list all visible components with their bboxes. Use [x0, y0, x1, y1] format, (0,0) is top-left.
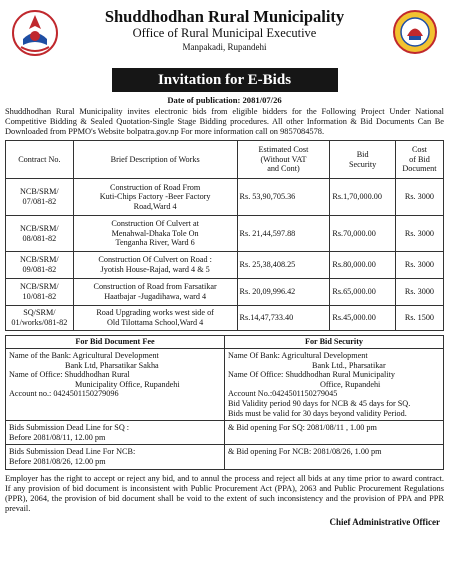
- org-name: Shuddhodhan Rural Municipality: [104, 7, 345, 26]
- table-row: [6, 279, 444, 306]
- description-line: Old Tilottama School,Ward 4: [107, 318, 204, 327]
- municipality-logo-icon: [392, 9, 438, 55]
- table-row: [6, 216, 444, 252]
- bank-name-line: Bank Ltd, Pharsatikar Sakha: [65, 360, 159, 370]
- invitation-banner: Invitation for E-Bids: [112, 68, 338, 92]
- cost-cell: Rs. 53,90,705.36: [237, 179, 330, 216]
- sq-opening-cell: & Bid opening For SQ: 2081/08/11 , 1.00 pm: [225, 421, 444, 445]
- contract-cell: [6, 279, 74, 306]
- deadline-line: Bids Submission Dead Line For NCB:: [9, 447, 136, 457]
- description-cell: [73, 279, 237, 306]
- sq-deadline-cell: [6, 421, 225, 445]
- contract-line: SQ/SRM/: [23, 308, 56, 318]
- deadline-line: Bids Submission Dead Line for SQ :: [9, 423, 130, 433]
- description-line: Construction of Road from Farsatikar: [93, 282, 217, 292]
- terms-paragraph: Employer has the right to accept or reject any bid, and to annul the process and reject all bids at any time prior to award contract. If any provision of bid document is inconsistent with Public Procurement Act (PPA), 2063 and Public Procurement Regulations (PPR), 2064, the provision of bid document shall be void to the extent of such inconsistency and the provision of PPA and PPR prevail.: [5, 473, 444, 513]
- header-security-line: Bid: [356, 149, 369, 159]
- security-cell: Rs.65,000.00: [330, 279, 396, 306]
- fees-table: [5, 335, 444, 470]
- address: Manpakadi, Rupandehi: [182, 42, 267, 52]
- security-cell: Rs.80,000.00: [330, 252, 396, 279]
- office-name-line: Office, Rupandehi: [320, 379, 381, 389]
- description-line: Road,Ward 4: [133, 201, 177, 211]
- ncb-deadline-row: [6, 445, 444, 469]
- office-name: Office of Rural Municipal Executive: [132, 26, 317, 40]
- intro-paragraph: Shuddhodhan Rural Municipality invites electronic bids from eligible bidders for the Following Project Under National Competitive Bidding & Sealed Quotation-Single Stage Bidding procedures. All other Information & Bid Documents Can Be Downloaded from PPMO's Website bolpatra.gov.np For more information call on 9857084578.: [5, 107, 444, 136]
- works-table: [5, 140, 444, 331]
- contract-line: 09/081-82: [22, 265, 57, 274]
- contract-cell: [6, 216, 74, 252]
- description-line: Jyotish House-Rajad, ward 4 & 5: [100, 265, 210, 274]
- security-bank-cell: [225, 349, 444, 421]
- header-cost-line: Estimated Cost: [258, 145, 309, 155]
- doc-cost-cell: Rs. 1500: [395, 306, 443, 331]
- account-line: Account No.:0424501150279045: [228, 389, 338, 399]
- contract-line: NCB/SRM/: [20, 255, 59, 265]
- contract-line: NCB/SRM/: [20, 187, 59, 197]
- doc-cost-cell: Rs. 3000: [395, 179, 443, 216]
- contract-line: 07/081-82: [22, 197, 57, 206]
- validity-line: Bid Validity period 90 days for NCB & 45 days for SQ.: [228, 398, 411, 408]
- cost-cell: Rs. 21,44,597.88: [237, 216, 330, 252]
- header-security-line: Security: [348, 159, 377, 169]
- doc-fee-header: For Bid Document Fee: [6, 336, 225, 349]
- signature: Chief Administrative Officer: [329, 516, 440, 527]
- contract-line: 08/081-82: [22, 233, 57, 243]
- nepal-emblem-icon: [11, 9, 59, 57]
- description-cell: [73, 179, 237, 216]
- description-line: Construction of Road From: [109, 182, 201, 192]
- contract-line: 01/works/081-82: [11, 318, 68, 327]
- description-line: Road Upgrading works west side of: [96, 308, 214, 318]
- office-name-line: Municipality Office, Rupandehi: [75, 379, 180, 389]
- bank-details-row: [6, 349, 444, 421]
- table-row: [6, 179, 444, 216]
- sq-deadline-row: [6, 421, 444, 445]
- header-description: Brief Description of Works: [73, 141, 237, 179]
- header-contract: Contract No.: [6, 141, 74, 179]
- security-cell: Rs.1,70,000.00: [330, 179, 396, 216]
- bank-name-line: Name Of Bank: Agricultural Development: [228, 351, 368, 360]
- header-doc-cost: [395, 141, 443, 179]
- contract-line: 10/081-82: [22, 292, 57, 301]
- doc-cost-cell: Rs. 3000: [395, 252, 443, 279]
- header: [5, 7, 444, 65]
- security-cell: Rs.70,000.00: [330, 216, 396, 252]
- description-line: Construction Of Culvert on Road :: [98, 255, 212, 265]
- security-header: For Bid Security: [225, 336, 444, 349]
- table-row: [6, 306, 444, 331]
- header-doc-cost-line: of Bid: [409, 154, 430, 164]
- office-name-line: Name Of Office: Shuddhodhan Rural Municipality: [228, 370, 395, 380]
- deadline-line: Before 2081/08/11, 12.00 pm: [9, 432, 106, 442]
- cost-cell: Rs. 20,09,996.42: [237, 279, 330, 306]
- ncb-deadline-cell: [6, 445, 225, 469]
- header-doc-cost-line: Cost: [411, 145, 427, 155]
- doc-cost-cell: Rs. 3000: [395, 216, 443, 252]
- works-table-header-row: [6, 141, 444, 179]
- cost-cell: Rs. 25,38,408.25: [237, 252, 330, 279]
- header-cost: [237, 141, 330, 179]
- description-line: Tenganha River, Ward 6: [115, 238, 195, 248]
- validity-line: Bids must be valid for 30 days beyond validity Period.: [228, 408, 407, 418]
- description-line: Menahwal-Dhaka Tole On: [111, 228, 199, 238]
- contract-line: NCB/SRM/: [20, 282, 59, 292]
- contract-cell: [6, 252, 74, 279]
- table-row: [6, 252, 444, 279]
- description-line: Haatbajar -Jugadihawa, ward 4: [104, 292, 207, 301]
- header-cost-line: (Without VAT: [260, 154, 307, 164]
- description-cell: [73, 216, 237, 252]
- description-cell: [73, 306, 237, 331]
- account-line: Account no.: 0424501150279096: [9, 389, 119, 399]
- bank-name-line: Name of the Bank: Agricultural Development: [9, 351, 159, 360]
- ncb-opening-cell: & Bid opening For NCB: 2081/08/26, 1.00 pm: [225, 445, 444, 469]
- deadline-line: Before 2081/08/26, 12.00 pm: [9, 456, 106, 466]
- description-cell: [73, 252, 237, 279]
- header-cost-line: and Cont): [267, 164, 300, 174]
- office-name-line: Name of Office: Shuddhodhan Rural: [9, 370, 130, 380]
- description-line: Kuti-Chips Factory -Beer Factory: [99, 192, 211, 202]
- doc-fee-bank-cell: [6, 349, 225, 421]
- bank-name-line: Bank Ltd., Pharsatikar: [312, 360, 386, 370]
- cost-cell: Rs.14,47,733.40: [237, 306, 330, 331]
- contract-cell: [6, 179, 74, 216]
- security-cell: Rs.45,000.00: [330, 306, 396, 331]
- description-line: Construction Of Culvert at: [111, 219, 199, 229]
- contract-line: NCB/SRM/: [20, 223, 59, 233]
- header-doc-cost-line: Document: [402, 164, 437, 174]
- contract-cell: [6, 306, 74, 331]
- fees-header-row: [6, 336, 444, 349]
- doc-cost-cell: Rs. 3000: [395, 279, 443, 306]
- publication-date: Date of publication: 2081/07/26: [167, 95, 282, 105]
- header-security: [330, 141, 396, 179]
